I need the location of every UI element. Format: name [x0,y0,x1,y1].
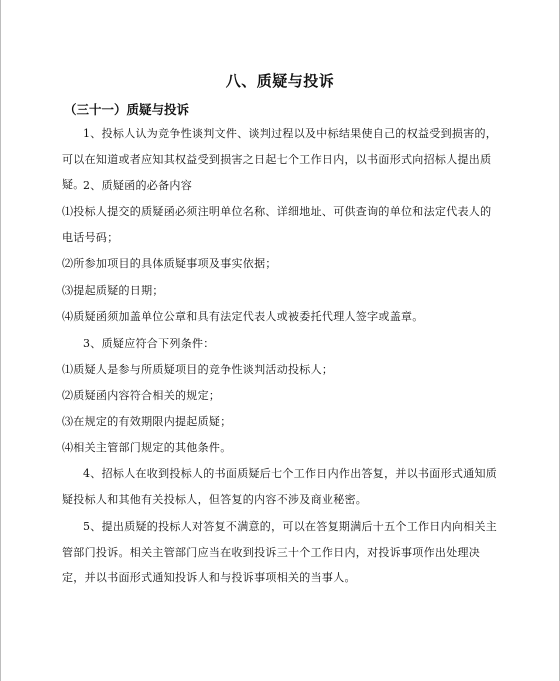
paragraph-10: ⑶在规定的有效期限内提起质疑； [62,415,232,428]
paragraph-3: ⑴投标人提交的质疑函必须注明单位名称、详细地址、可供查询的单位和法定代表人的电话号码； [62,205,492,244]
paragraph-7: 3、质疑应符合下列条件： [83,337,215,350]
page-title: 八、质疑与投诉 [225,72,335,90]
section-heading: （三十一）质疑与投诉 [64,102,190,117]
paragraph-8: ⑴质疑人是参与所质疑项目的竞争性谈判活动投标人； [62,363,334,376]
paragraph-2: 2、质疑函的必备内容 [83,179,192,192]
paragraph-5: ⑶提起质疑的日期； [62,284,164,297]
paragraph-9: ⑵质疑函内容符合相关的规定； [62,389,221,402]
page-left-edge [0,0,7,681]
paragraph-12: 4、招标人在收到投标人的书面质疑后七个工作日内作出答复，并以书面形式通知质疑投标人和其他有关投标人，但答复的内容不涉及商业秘密。 [62,467,498,506]
paragraph-6: ⑷质疑函须加盖单位公章和具有法定代表人或被委托代理人签字或盖章。 [62,310,424,323]
paragraph-1: 1、投标人认为竞争性谈判文件、谈判过程以及中标结果使自己的权益受到损害的，可以在知道或者应知其权益受到损害之日起七个工作日内，以书面形式向招标人提出质疑。 [62,127,498,191]
paragraph-11: ⑷相关主管部门规定的其他条件。 [62,441,232,454]
paragraph-4: ⑵所参加项目的具体质疑事项及事实依据； [62,257,277,270]
page-right-edge [553,0,560,681]
paragraph-13: 5、提出质疑的投标人对答复不满意的，可以在答复期满后十五个工作日内向相关主管部门投诉。相关主管部门应当在收到投诉三十个工作日内，对投诉事项作出处理决定，并以书面形式通知投诉人和与投诉事项相关的当事人。 [62,520,498,584]
